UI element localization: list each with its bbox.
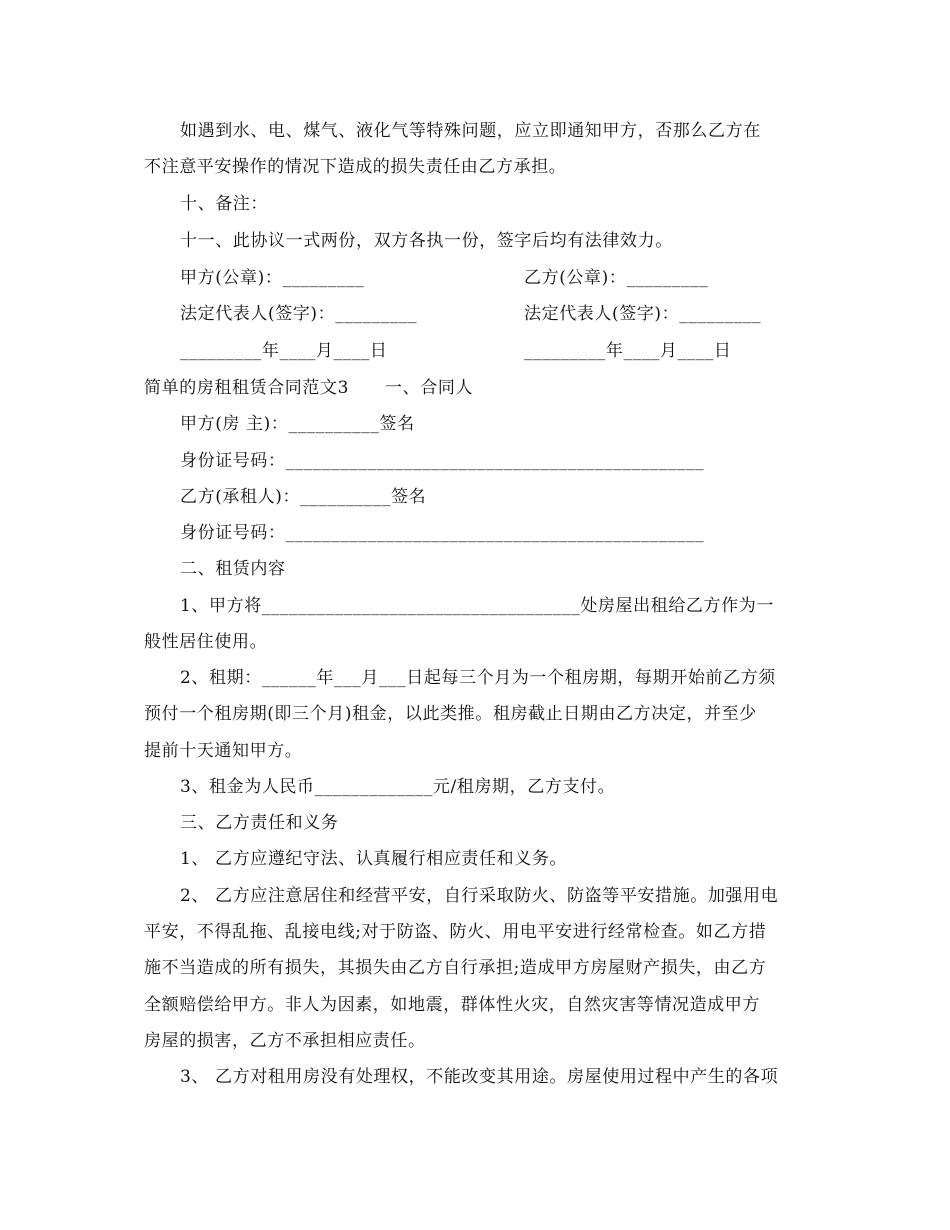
paragraph-line: 2、租期：______年___月___日起每三个月为一个租房期，每期开始前乙方须 [180,668,776,688]
id-number-field: 身份证号码：______________________________________________ [180,451,705,471]
paragraph-line: 平安，不得乱拖、乱接电线;对于防盗、防火、用电平安进行经常检查。如乙方措 [144,922,767,942]
paragraph-line: 1、 乙方应遵纪守法、认真履行相应责任和义务。 [180,849,568,869]
paragraph-line: 提前十天通知甲方。 [144,741,303,761]
document-title: 简单的房租租赁合同范文3 一、合同人 [144,378,474,398]
paragraph-line: 2、 乙方应注意居住和经营平安，自行采取防火、防盗等平安措施。加强用电 [180,886,779,906]
paragraph-line: 1、甲方将___________________________________处房屋出租给乙方作为一 [180,596,774,616]
paragraph-line: 预付一个租房期(即三个月)租金，以此类推。租房截止日期由乙方决定，并至少 [144,704,757,724]
landlord-field: 甲方(房 主)：__________签名 [180,414,415,434]
tenant-field: 乙方(承租人)：__________签名 [180,487,427,507]
party-a-rep-field: 法定代表人(签字)：_________ [180,304,418,324]
paragraph-line: 3、 乙方对租用房没有处理权，不能改变其用途。房屋使用过程中产生的各项 [180,1067,779,1087]
paragraph-line: 3、租金为人民币_____________元/租房期，乙方支付。 [180,777,616,797]
party-b-rep-field: 法定代表人(签字)：_________ [524,304,762,324]
paragraph-line: 全额赔偿给甲方。非人为因素，如地震，群体性火灾，自然灾害等情况造成甲方 [144,995,760,1015]
paragraph-line: 如遇到水、电、煤气、液化气等特殊问题，应立即通知甲方，否那么乙方在 [180,121,761,141]
party-a-date-field: _________年____月____日 [180,341,388,361]
party-b-date-field: _________年____月____日 [524,341,732,361]
paragraph-line: 不注意平安操作的情况下造成的损失责任由乙方承担。 [144,157,567,177]
id-number-field: 身份证号码：______________________________________________ [180,523,705,543]
paragraph-line: 十一、此协议一式两份，双方各执一份，签字后均有法律效力。 [180,231,673,251]
party-b-seal-field: 乙方(公章)：_________ [524,268,709,288]
section-heading: 二、租赁内容 [180,559,286,579]
section-heading: 三、乙方责任和义务 [180,813,339,833]
paragraph-line: 般性居住使用。 [144,632,268,652]
paragraph-line: 房屋的损害，乙方不承担相应责任。 [144,1031,426,1051]
section-heading: 十、备注： [180,194,268,214]
paragraph-line: 施不当造成的所有损失，其损失由乙方自行承担;造成甲方房屋财产损失，由乙方 [144,958,767,978]
party-a-seal-field: 甲方(公章)：_________ [180,268,365,288]
